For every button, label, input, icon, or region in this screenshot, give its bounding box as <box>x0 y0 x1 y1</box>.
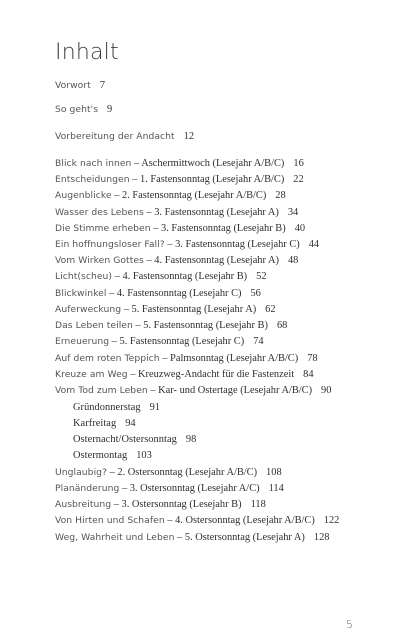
entry-page-number: 16 <box>293 158 304 169</box>
toc-entry <box>55 130 194 144</box>
entry-page-number: 9 <box>107 104 113 115</box>
entry-occasion: – 4. Fastensonntag (Lesejahr C) <box>106 288 242 299</box>
entry-page-number: 118 <box>250 499 266 510</box>
entry-page-number: 7 <box>99 80 106 91</box>
entry-occasion: – 5. Fastensonntag (Lesejahr C) <box>109 336 245 347</box>
entry-title: Vorbereitung der Andacht <box>55 131 175 142</box>
entry-title: Ein hoffnungsloser Fall? <box>55 239 165 250</box>
toc-subentry <box>73 417 136 431</box>
toc-entry <box>55 222 305 236</box>
entry-occasion: – 5. Fastensonntag (Lesejahr A) <box>121 304 257 315</box>
entry-page-number: 44 <box>308 239 320 250</box>
entry-title: Karfreitag <box>73 418 117 429</box>
entry-page-number: 103 <box>136 450 152 461</box>
page-number: 5 <box>346 618 353 631</box>
toc-subentry <box>73 449 152 463</box>
toc-entry <box>55 531 329 545</box>
entry-page-number: 62 <box>265 304 276 315</box>
entry-page-number: 91 <box>149 402 161 413</box>
entry-page-number: 74 <box>253 336 264 347</box>
entry-page-number: 34 <box>287 207 299 218</box>
entry-occasion: – Kreuzweg-Andacht für die Fastenzeit <box>127 369 295 380</box>
entry-title: Blick nach innen <box>55 158 132 169</box>
entry-page-number: 128 <box>313 532 330 543</box>
toc-entry <box>55 270 267 284</box>
entry-title: Entscheidungen <box>55 174 130 185</box>
toc-subentry <box>73 401 160 415</box>
entry-title: Vom Wirken Gottes <box>55 255 144 266</box>
entry-title: Erneuerung <box>55 336 110 347</box>
entry-page-number: 28 <box>275 190 286 201</box>
entry-title: Ausbreitung <box>55 499 112 510</box>
entry-page-number: 98 <box>185 434 197 445</box>
toc-entry <box>55 466 282 480</box>
toc-entry <box>55 303 276 317</box>
toc-entry <box>55 482 284 496</box>
entry-title: Ostermontag <box>73 450 128 461</box>
entry-occasion: – 3. Fastensonntag (Lesejahr B) <box>150 223 286 234</box>
entry-page-number: 56 <box>250 288 261 299</box>
toc-entry <box>55 206 298 220</box>
entry-page-number: 94 <box>125 418 136 429</box>
entry-page-number: 48 <box>287 255 299 266</box>
entry-page-number: 90 <box>321 385 332 396</box>
entry-occasion: – 4. Fastensonntag (Lesejahr B) <box>112 271 248 282</box>
entry-page-number: 68 <box>276 320 288 331</box>
entry-occasion: – Kar- und Ostertage (Lesejahr A/B/C) <box>147 385 313 396</box>
entry-title: Planänderung <box>55 483 120 494</box>
entry-title: Vom Tod zum Leben <box>55 385 148 396</box>
entry-occasion: – 5. Fastensonntag (Lesejahr B) <box>132 320 268 331</box>
entry-page-number: 40 <box>294 223 306 234</box>
entry-occasion: – 4. Fastensonntag (Lesejahr A) <box>143 255 279 266</box>
entry-title: Vorwort <box>55 80 91 91</box>
entry-title: Von Hirten und Schafen <box>55 515 165 526</box>
toc-entry <box>55 103 112 117</box>
toc-entry <box>55 498 266 512</box>
entry-page-number: 78 <box>307 353 318 364</box>
entry-title: Gründonnerstag <box>73 402 141 413</box>
entry-title: So geht's <box>55 104 99 115</box>
entry-title: Auf dem roten Teppich <box>55 353 160 364</box>
entry-occasion: – 3. Ostersonntag (Lesejahr A/C) <box>119 483 260 494</box>
entry-page-number: 12 <box>183 131 195 142</box>
toc-subentry <box>73 433 196 447</box>
entry-occasion: – 3. Fastensonntag (Lesejahr A) <box>143 207 279 218</box>
toc-entry <box>55 368 314 382</box>
entry-title: Wasser des Lebens <box>55 207 144 218</box>
entry-title: Das Leben teilen <box>55 320 133 331</box>
page-title: Inhalt <box>55 40 119 65</box>
toc-entry <box>55 157 304 171</box>
entry-page-number: 84 <box>303 369 314 380</box>
entry-title: Unglaubig? <box>55 467 107 478</box>
entry-occasion: – Aschermittwoch (Lesejahr A/B/C) <box>131 158 285 169</box>
entry-title: Auferweckung <box>55 304 122 315</box>
entry-occasion: – 4. Ostersonntag (Lesejahr A/B/C) <box>164 515 315 526</box>
toc-entry <box>55 173 304 187</box>
entry-page-number: 114 <box>268 483 284 494</box>
entry-title: Weg, Wahrheit und Leben <box>55 532 175 543</box>
toc-entry <box>55 79 105 93</box>
toc-entry <box>55 335 264 349</box>
toc-entry <box>55 384 331 398</box>
toc-entry <box>55 238 319 252</box>
entry-occasion: – 3. Ostersonntag (Lesejahr B) <box>111 499 242 510</box>
toc-entry <box>55 319 287 333</box>
toc-entry <box>55 352 318 366</box>
entry-occasion: – 2. Ostersonntag (Lesejahr A/B/C) <box>106 467 258 478</box>
entry-occasion: – 5. Ostersonntag (Lesejahr A) <box>174 532 305 543</box>
entry-occasion: – Palmsonntag (Lesejahr A/B/C) <box>159 353 299 364</box>
entry-page-number: 122 <box>323 515 340 526</box>
toc-entry <box>55 254 298 268</box>
entry-occasion: – 2. Fastensonntag (Lesejahr A/B/C) <box>111 190 267 201</box>
entry-title: Licht(scheu) <box>55 271 113 282</box>
entry-occasion: – 1. Fastensonntag (Lesejahr A/B/C) <box>129 174 285 185</box>
entry-title: Kreuze am Weg <box>55 369 128 380</box>
toc-entry <box>55 514 339 528</box>
toc-entry <box>55 189 286 203</box>
entry-title: Augenblicke <box>55 190 112 201</box>
entry-title: Die Stimme erheben <box>55 223 151 234</box>
entry-page-number: 108 <box>266 467 282 478</box>
entry-page-number: 52 <box>256 271 267 282</box>
entry-page-number: 22 <box>293 174 304 185</box>
entry-occasion: – 3. Fastensonntag (Lesejahr C) <box>164 239 300 250</box>
toc-entry <box>55 287 261 301</box>
entry-title: Osternacht/Ostersonntag <box>73 434 177 445</box>
entry-title: Blickwinkel <box>55 288 107 299</box>
